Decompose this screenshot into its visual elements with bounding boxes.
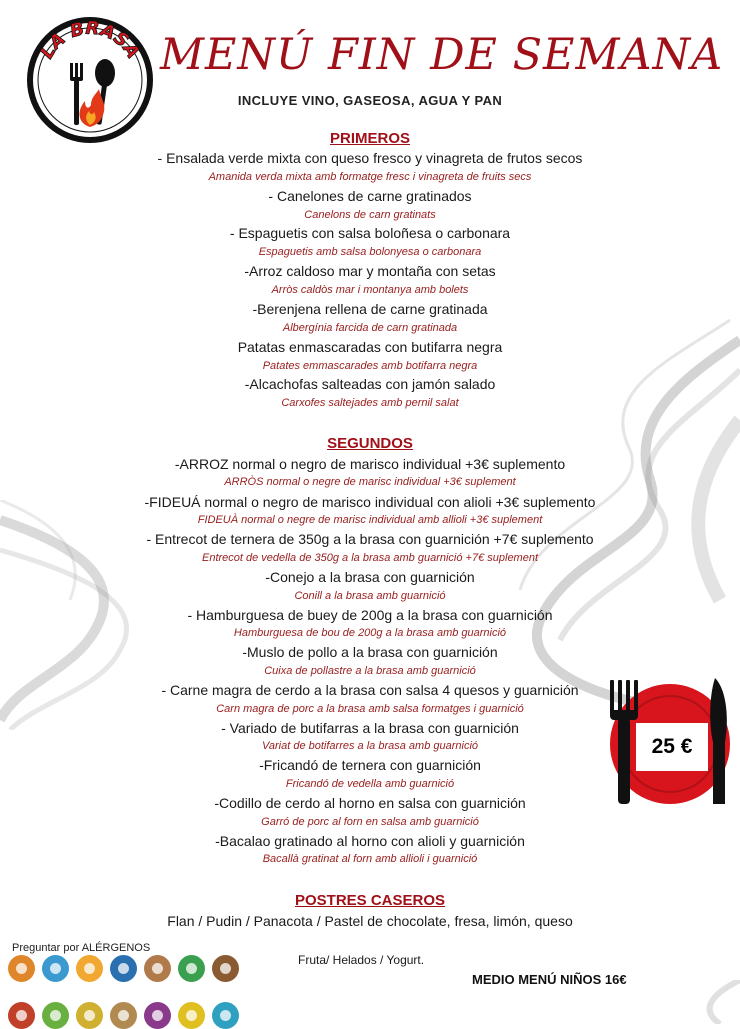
- crab-icon-glyph: [50, 963, 61, 974]
- dish-segundo-2: -FIDEUÁ normal o negro de marisco individual con alioli +3€ suplemento: [144, 494, 596, 510]
- dish-segundo-11: -Bacalao gratinado al horno con alioli y guarnición: [215, 833, 525, 849]
- mustard-icon-glyph: [84, 1010, 95, 1021]
- dish-primero-1-translation: Amanida verda mixta amb formatge fresc i vinagreta de fruits secs: [208, 171, 532, 183]
- celery-icon-glyph: [50, 1010, 61, 1021]
- allergen-row-1: [8, 955, 239, 982]
- section-title-segundos: SEGUNDOS: [327, 435, 413, 452]
- dish-primero-6-translation: Patates emmascarades amb botifarra negra: [262, 360, 478, 372]
- dish-segundo-6-translation: Cuixa de pollastre a la brasa amb guarnició: [264, 665, 476, 677]
- kids-menu-price: MEDIO MENÚ NIÑOS 16€: [472, 972, 627, 987]
- postres-list: Flan / Pudin / Panacota / Pastel de chocolate, fresa, limón, queso: [167, 913, 573, 929]
- dish-primero-7-translation: Carxofes saltejades amb pernil salat: [281, 397, 459, 409]
- egg-icon-glyph: [84, 963, 95, 974]
- section-title-primeros: PRIMEROS: [329, 130, 410, 147]
- logo-text: LA BRASA: [36, 17, 144, 63]
- dish-segundo-9: -Fricandó de ternera con guarnición: [259, 757, 481, 773]
- wheat-icon-glyph: [16, 963, 27, 974]
- dish-segundo-8-translation: Variat de botifarres a la brasa amb guarnició: [261, 740, 479, 752]
- dish-segundo-4-translation: Conill a la brasa amb guarnició: [294, 590, 446, 602]
- lupin-icon: [178, 1002, 205, 1029]
- dish-segundo-10-translation: Garró de porc al forn en salsa amb guarnició: [261, 816, 479, 828]
- dish-primero-2: - Canelones de carne gratinados: [268, 188, 472, 204]
- page-subtitle: INCLUYE VINO, GASEOSA, AGUA Y PAN: [237, 93, 503, 108]
- sesame-icon: [110, 1002, 137, 1029]
- sesame-icon-glyph: [118, 1010, 129, 1021]
- nut-icon-glyph: [16, 1010, 27, 1021]
- mustard-icon: [76, 1002, 103, 1029]
- celery-icon: [42, 1002, 69, 1029]
- dish-segundo-9-translation: Fricandó de vedella amb guarnició: [285, 778, 455, 790]
- mollusc-icon-glyph: [220, 1010, 231, 1021]
- dish-primero-1: - Ensalada verde mixta con queso fresco y vinagreta de frutos secos: [157, 150, 583, 166]
- dish-segundo-2-translation: FIDEUÀ normal o negre de marisc individual amb allioli +3€ suplement: [197, 514, 543, 526]
- peanut-icon-glyph: [152, 963, 163, 974]
- sulphite-icon: [144, 1002, 171, 1029]
- peanut-icon: [144, 955, 171, 982]
- section-title-postres: POSTRES CASEROS: [294, 892, 446, 909]
- dish-segundo-7: - Carne magra de cerdo a la brasa con salsa 4 quesos y guarnición: [161, 682, 579, 698]
- dish-segundo-4: -Conejo a la brasa con guarnición: [265, 569, 475, 585]
- dish-segundo-11-translation: Bacallà gratinat al forn amb allioli i guarnició: [262, 853, 478, 865]
- dish-primero-5-translation: Albergínia farcida de carn gratinada: [282, 322, 458, 334]
- soy-icon-glyph: [186, 963, 197, 974]
- price-label: 25 €: [636, 723, 708, 771]
- fish-icon: [110, 955, 137, 982]
- dish-primero-2-translation: Canelons de carn gratinats: [304, 209, 436, 221]
- nut-icon: [8, 1002, 35, 1029]
- dish-segundo-1: -ARROZ normal o negro de marisco individual +3€ suplemento: [174, 456, 566, 472]
- dish-primero-4: -Arroz caldoso mar y montaña con setas: [244, 263, 496, 279]
- dish-segundo-1-translation: ARRÒS normal o negre de marisc individual +3€ suplement: [224, 476, 516, 488]
- dish-segundo-6: -Muslo de pollo a la brasa con guarnición: [242, 644, 498, 660]
- soy-icon: [178, 955, 205, 982]
- dish-segundo-5: - Hamburguesa de buey de 200g a la brasa con guarnición: [187, 607, 553, 623]
- dish-primero-6: Patatas enmascaradas con butifarra negra: [237, 339, 503, 355]
- dish-primero-7: -Alcachofas salteadas con jamón salado: [244, 376, 496, 392]
- dish-segundo-10: -Codillo de cerdo al horno en salsa con guarnición: [214, 795, 526, 811]
- postres-list-extra: Fruta/ Helados / Yogurt.: [298, 953, 425, 967]
- dish-primero-3: - Espaguetis con salsa boloñesa o carbonara: [229, 225, 511, 241]
- wheat-icon: [8, 955, 35, 982]
- allergens-title: Preguntar por ALÉRGENOS: [12, 942, 151, 954]
- milk-icon: [212, 955, 239, 982]
- smoke-decoration-bottom: [680, 980, 740, 1024]
- la-brasa-logo: [25, 15, 155, 145]
- dish-segundo-3: - Entrecot de ternera de 350g a la brasa con guarnición +7€ suplemento: [146, 531, 594, 547]
- dish-segundo-5-translation: Hamburguesa de bou de 200g a la brasa amb guarnició: [233, 627, 507, 639]
- egg-icon: [76, 955, 103, 982]
- dish-segundo-8: - Variado de butifarras a la brasa con guarnición: [221, 720, 519, 736]
- crab-icon: [42, 955, 69, 982]
- lupin-icon-glyph: [186, 1010, 197, 1021]
- dish-primero-3-translation: Espaguetis amb salsa bolonyesa o carbonara: [258, 246, 482, 258]
- dish-primero-5: -Berenjena rellena de carne gratinada: [252, 301, 488, 317]
- allergen-row-2: [8, 1002, 239, 1029]
- page-title: MENÚ FIN DE SEMANA: [160, 30, 724, 80]
- sulphite-icon-glyph: [152, 1010, 163, 1021]
- mollusc-icon: [212, 1002, 239, 1029]
- fish-icon-glyph: [118, 963, 129, 974]
- dish-segundo-7-translation: Carn magra de porc a la brasa amb salsa formatges i guarnició: [216, 703, 524, 715]
- milk-icon-glyph: [220, 963, 231, 974]
- dish-primero-4-translation: Arròs caldòs mar i montanya amb bolets: [271, 284, 469, 296]
- dish-segundo-3-translation: Entrecot de vedella de 350g a la brasa amb guarnició +7€ suplement: [201, 552, 539, 564]
